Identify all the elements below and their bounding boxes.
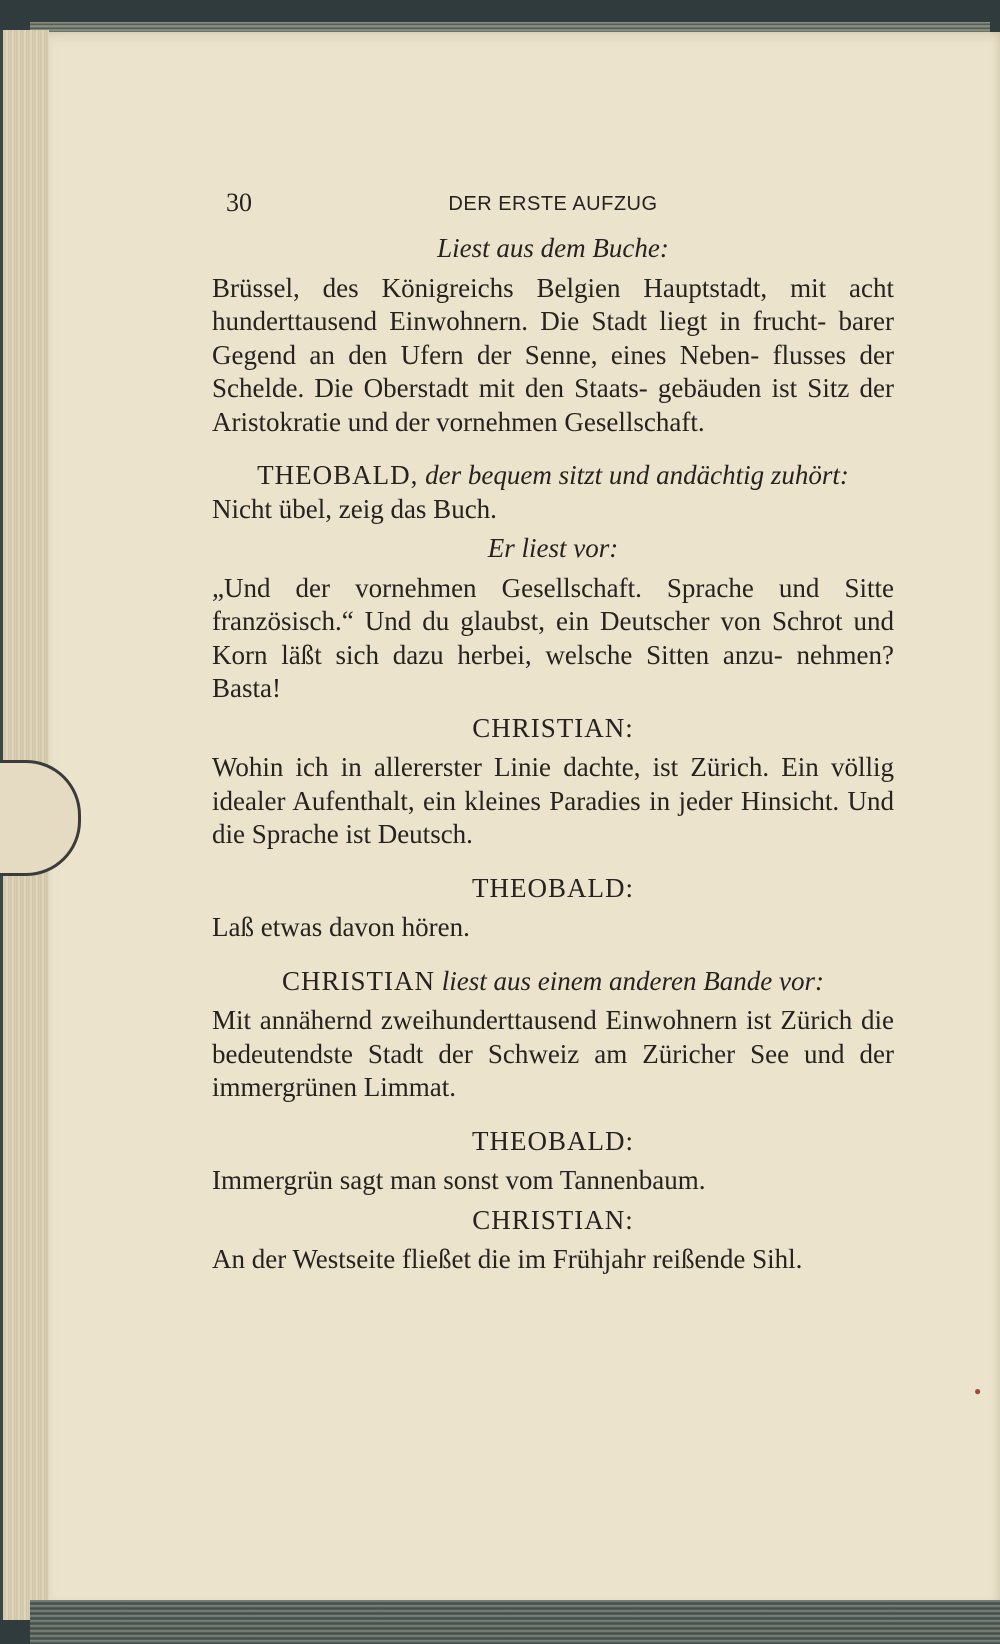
book-bottom-edge bbox=[30, 1600, 1000, 1644]
dialogue-line: Nicht übel, zeig das Buch. bbox=[212, 493, 497, 524]
page-header bbox=[212, 186, 894, 226]
stage-direction: der bequem sitzt und andächtig zuhört: bbox=[425, 460, 849, 490]
stage-direction: Er liest vor: bbox=[487, 533, 619, 563]
running-title: DER ERSTE AUFZUG bbox=[448, 193, 658, 215]
page-text bbox=[212, 186, 894, 1277]
speaker-name: THEOBALD, bbox=[257, 460, 419, 490]
page-number: 30 bbox=[226, 188, 252, 217]
speaker-name: CHRISTIAN: bbox=[472, 1204, 634, 1235]
speaker-line bbox=[212, 965, 894, 999]
dialogue-paragraph: „Und der vornehmen Gesellschaft. Sprache und Sitte französisch.“ Und du glaubst, ein Deutscher von Schrot und Korn läßt sich dazu herbei, welsche Sitten anzu- nehmen? Basta! bbox=[212, 572, 894, 703]
dialogue-line: An der Westseite fließet die im Frühjahr reißende Sihl. bbox=[212, 1244, 803, 1274]
speaker-name: CHRISTIAN: bbox=[472, 712, 634, 743]
dialogue-line: Immergrün sagt man sonst vom Tannenbaum. bbox=[212, 1165, 706, 1195]
speaker-line bbox=[212, 459, 894, 493]
speaker-name: THEOBALD: bbox=[472, 872, 634, 903]
dialogue-paragraph: Wohin ich in allererster Linie dachte, ist Zürich. Ein völlig idealer Aufenthalt, ein kleines Paradies in jeder Hinsicht. Und die Sprache ist Deutsch. bbox=[212, 752, 894, 849]
speaker-name: CHRISTIAN bbox=[282, 965, 436, 996]
ink-blot: ● bbox=[974, 1384, 982, 1398]
speaker-name: THEOBALD: bbox=[472, 1125, 634, 1156]
dialogue-line: Laß etwas davon hören. bbox=[212, 912, 470, 942]
stage-direction: Liest aus dem Buche: bbox=[437, 233, 669, 263]
book-excerpt-paragraph: Mit annähernd zweihunderttausend Einwohnern ist Zürich die bedeutendste Stadt der Schweiz am Züricher See und der immergrünen Limmat. bbox=[212, 1005, 894, 1102]
book-excerpt-paragraph: Brüssel, des Königreichs Belgien Hauptstadt, mit acht hunderttausend Einwohnern. Die Stadt liegt in frucht- barer Gegend an den Ufern der Senne, eines Neben- flusses der Schelde. Die Oberstadt mit den Staats- gebäuden ist Sitz der Aristokratie und der vornehmen Gesellschaft. bbox=[212, 272, 894, 437]
stage-direction: liest aus einem anderen Bande vor: bbox=[441, 965, 824, 996]
